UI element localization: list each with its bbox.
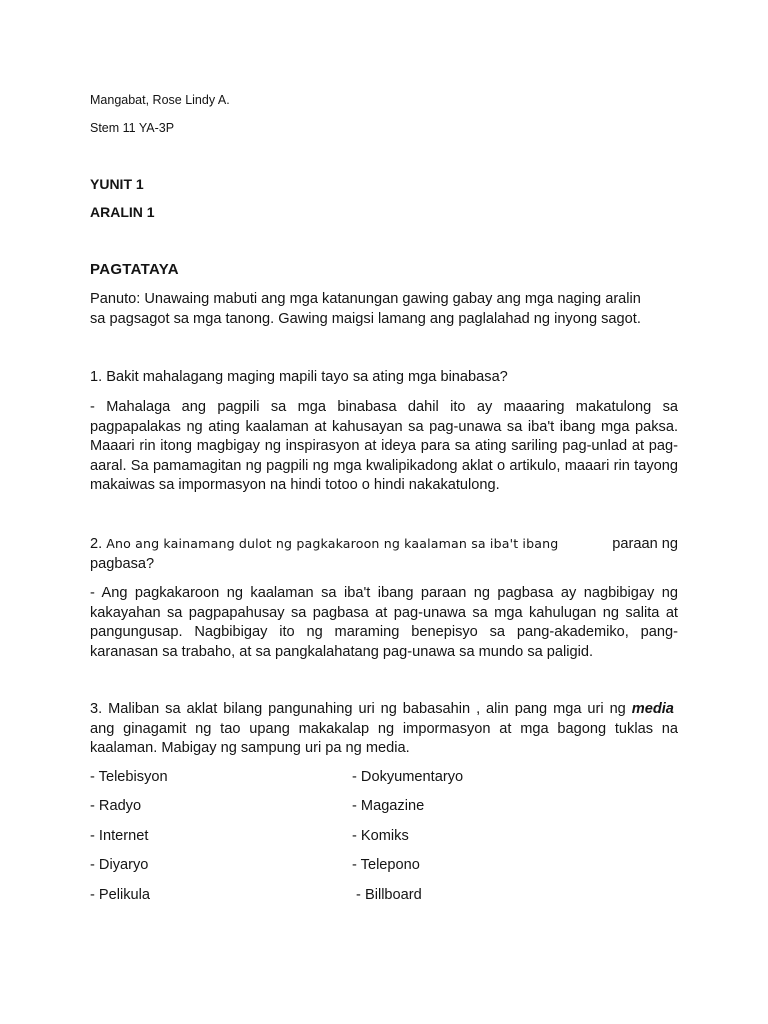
- question-3-text-end: ang ginagamit ng tao upang makakalap ng impormasyon at mga bagong tuklas na kaalaman. Mabigay ng sampung uri pa ng media.: [90, 720, 678, 756]
- media-list-item: - Magazine: [352, 798, 425, 814]
- media-list-item: - Radyo: [90, 798, 142, 814]
- question-2-number: 2.: [90, 536, 103, 552]
- question-3: [90, 700, 678, 759]
- student-section: Stem 11 YA-3P: [90, 121, 175, 135]
- question-2: [90, 534, 678, 574]
- instructions-line-1: Panuto: Unawaing mabuti ang mga katanungan gawing gabay ang mga naging aralin: [90, 291, 641, 307]
- lesson-label: ARALIN 1: [90, 204, 155, 220]
- media-list-item: - Diyaryo: [90, 857, 149, 873]
- question-2-text-end: paraan ng: [612, 536, 678, 552]
- media-list-item: - Komiks: [352, 828, 409, 844]
- unit-label: YUNIT 1: [90, 176, 144, 192]
- question-1: 1. Bakit mahalagang maging mapili tayo sa ating mga binabasa?: [90, 369, 508, 385]
- media-list-item: - Telepono: [352, 857, 420, 873]
- answer-1: - Mahalaga ang pagpili sa mga binabasa dahil ito ay maaaring makatulong sa pagpapalakas ng ating kaalaman at kahusayan sa pag-unawa sa iba't ibang mga paksa. Maaari rin itong magbigay ng inspirasyon at ideya para sa ating sariling pag-unlad at pag-aaral. Sa pamamagitan ng pagpili ng mga kwalipikadong aklat o artikulo, maaari rin tayong makaiwas sa impormasyon na hindi totoo o hindi nakakatulong.: [90, 399, 678, 493]
- instructions-line-2: sa pagsagot sa mga tanong. Gawing maigsi lamang ang paglalahad ng inyong sagot.: [90, 311, 641, 327]
- page-title: PAGTATAYA: [90, 261, 179, 278]
- question-3-media-word: media: [631, 701, 674, 717]
- student-name: Mangabat, Rose Lindy A.: [90, 93, 230, 107]
- media-list-item: - Dokyumentaryo: [352, 769, 464, 785]
- question-2-text: Ano ang kainamang dulot ng pagkakaroon ng kaalaman sa iba't ibang: [106, 536, 559, 551]
- media-list-item: - Billboard: [352, 887, 422, 903]
- media-list-item: - Internet: [90, 828, 149, 844]
- question-3-text-start: 3. Maliban sa aklat bilang pangunahing uri ng babasahin , alin pang mga uri ng: [90, 701, 626, 717]
- media-list-item: - Pelikula: [90, 887, 151, 903]
- question-2-text-cont: pagbasa?: [90, 556, 155, 572]
- answer-2: - Ang pagkakaroon ng kaalaman sa iba't ibang paraan ng pagbasa ay nagbibigay ng kakayahan sa pagpapahusay sa pagbasa at pag-unawa sa mga kahulugan ng salita at pangungusap. Nagbibigay ito ng maraming benepisyo sa pang-akademiko, pang-karanasan sa trabaho, at sa pangkalahatang pag-unawa sa mundo sa paligid.: [90, 585, 678, 660]
- media-list-item: - Telebisyon: [90, 769, 168, 785]
